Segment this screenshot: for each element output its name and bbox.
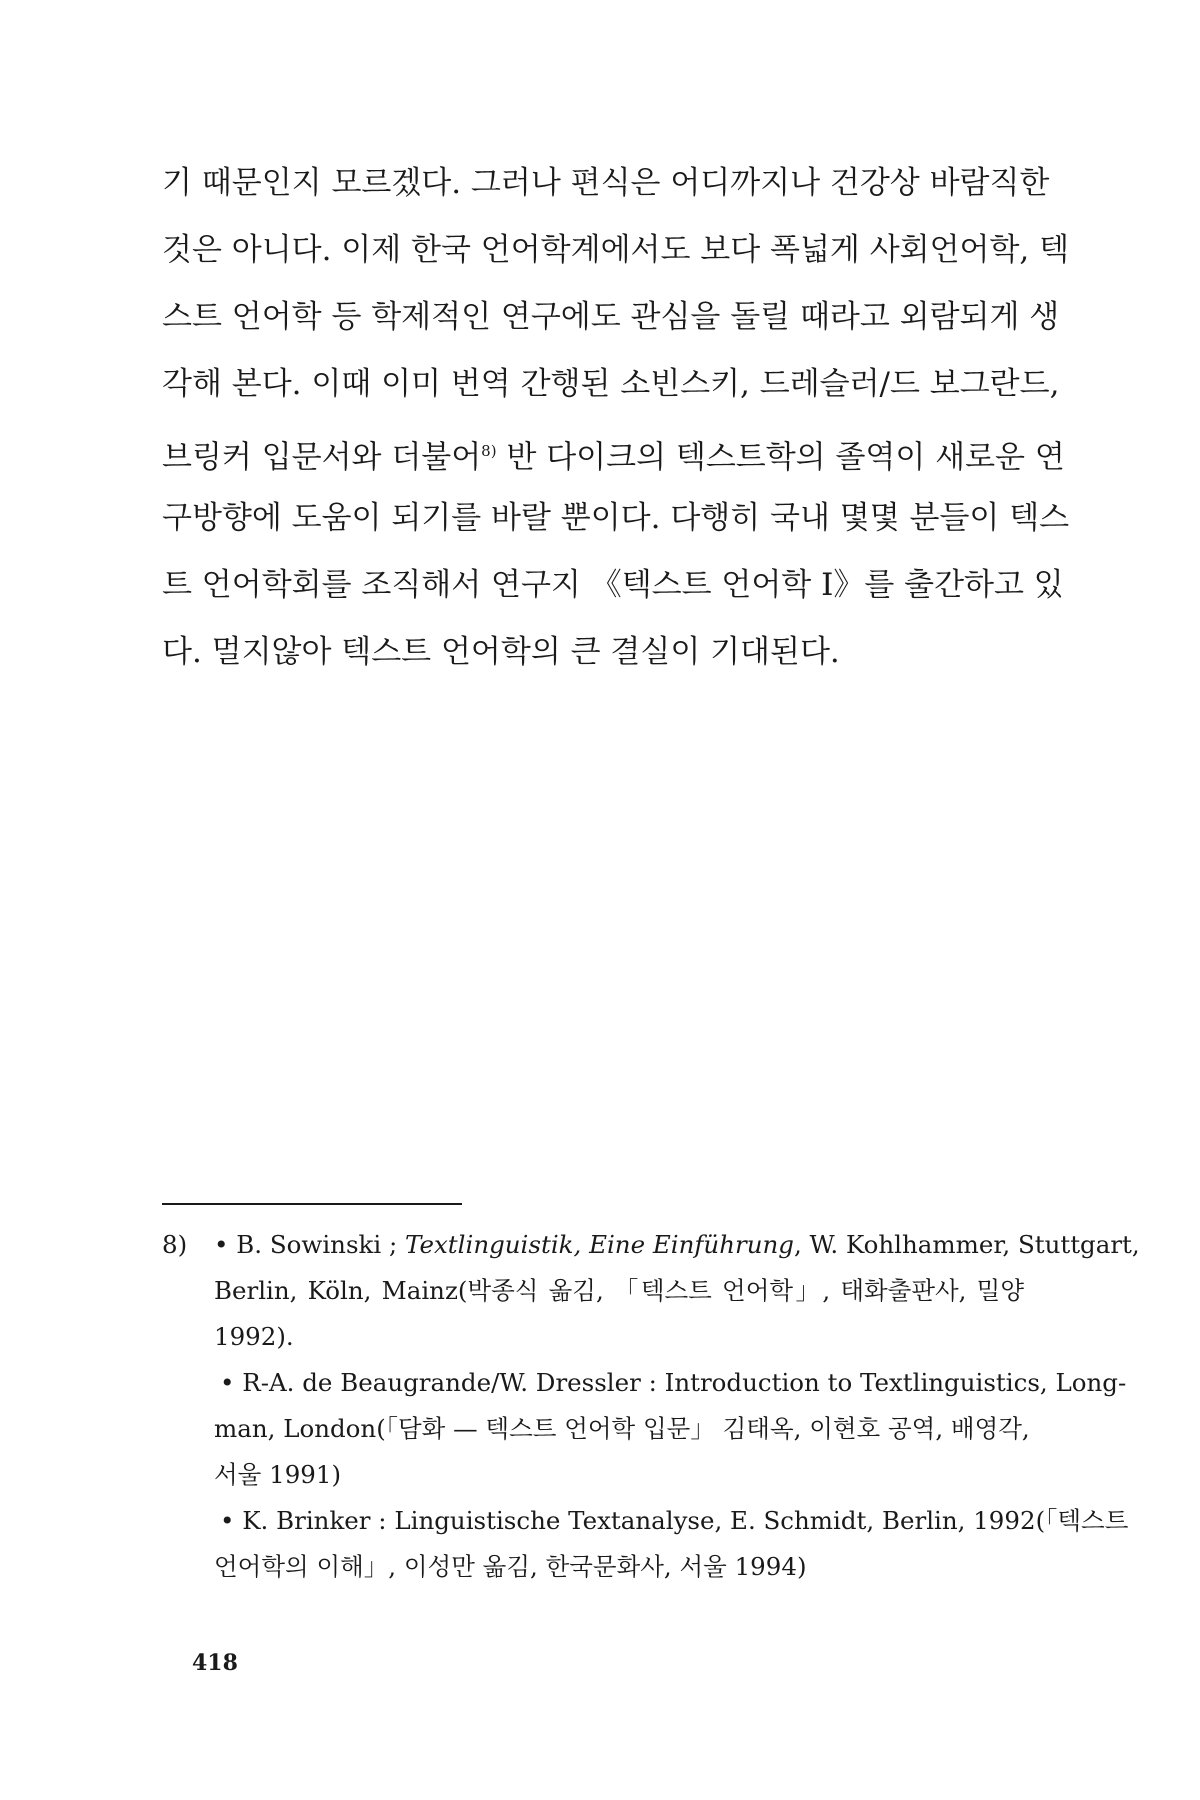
- footnote-divider: [162, 1203, 462, 1205]
- page-number: 418: [192, 1650, 238, 1676]
- footnote-line: [162, 1498, 1129, 1544]
- footnote-text: R-A. de Beaugrande/W. Dressler : Introduction to Textlinguistics, Long-: [242, 1368, 1127, 1397]
- footnote-author: B. Sowinski ;: [236, 1230, 398, 1259]
- footnote-text: K. Brinker : Linguistische Textanalyse, E. Schmidt, Berlin, 1992(「텍스트: [242, 1506, 1129, 1535]
- body-line: 스트 언어학 등 학제적인 연구에도 관심을 돌릴 때라고 외람되게 생: [162, 299, 1060, 335]
- body-line: 각해 본다. 이때 이미 번역 간행된 소빈스키, 드레슬러/드 보그란드,: [162, 366, 1060, 402]
- footnote-line: [162, 1222, 1140, 1268]
- body-line-part: 브링커 입문서와 더불어: [162, 439, 482, 476]
- body-line: 것은 아니다. 이제 한국 언어학계에서도 보다 폭넓게 사회언어학, 텍: [162, 232, 1070, 268]
- body-line: 트 언어학회를 조직해서 연구지 《텍스트 언어학 Ⅰ》를 출간하고 있: [162, 567, 1064, 603]
- footnote-line: Berlin, Köln, Mainz(박종식 옮김, 「텍스트 언어학」, 태화출판사, 밀양: [214, 1276, 1024, 1305]
- footnote-line: [162, 1360, 1127, 1406]
- bullet: •: [220, 1506, 235, 1535]
- body-line: 구방향에 도움이 되기를 바랄 뿐이다. 다행히 국내 몇몇 분들이 텍스: [162, 500, 1070, 536]
- footnote-title: Textlinguistik, Eine Einführung: [405, 1230, 794, 1259]
- main-text: [162, 150, 1070, 686]
- body-line: 기 때문인지 모르겠다. 그러나 편식은 어디까지나 건강상 바람직한: [162, 165, 1050, 201]
- bullet: •: [214, 1230, 229, 1259]
- footnote-line: 1992).: [214, 1322, 294, 1351]
- footnote-text: , W. Kohlhammer, Stuttgart,: [793, 1230, 1140, 1259]
- footnote-line: 언어학의 이해」, 이성만 옮김, 한국문화사, 서울 1994): [214, 1552, 807, 1581]
- footnote-number: 8): [162, 1230, 188, 1259]
- bullet: •: [220, 1368, 235, 1397]
- body-line-part: 반 다이크의 텍스트학의 졸역이 새로운 연: [506, 439, 1065, 476]
- body-line: 다. 멀지않아 텍스트 언어학의 큰 결실이 기대된다.: [162, 634, 840, 670]
- body-line: [162, 418, 1065, 485]
- footnote-reference: 8): [481, 442, 497, 460]
- footnote-line: 서울 1991): [214, 1460, 342, 1489]
- footnote-line: man, London(「담화 — 텍스트 언어학 입문」 김태옥, 이현호 공역, 배영각,: [214, 1414, 1030, 1443]
- footnotes: [162, 1222, 1140, 1590]
